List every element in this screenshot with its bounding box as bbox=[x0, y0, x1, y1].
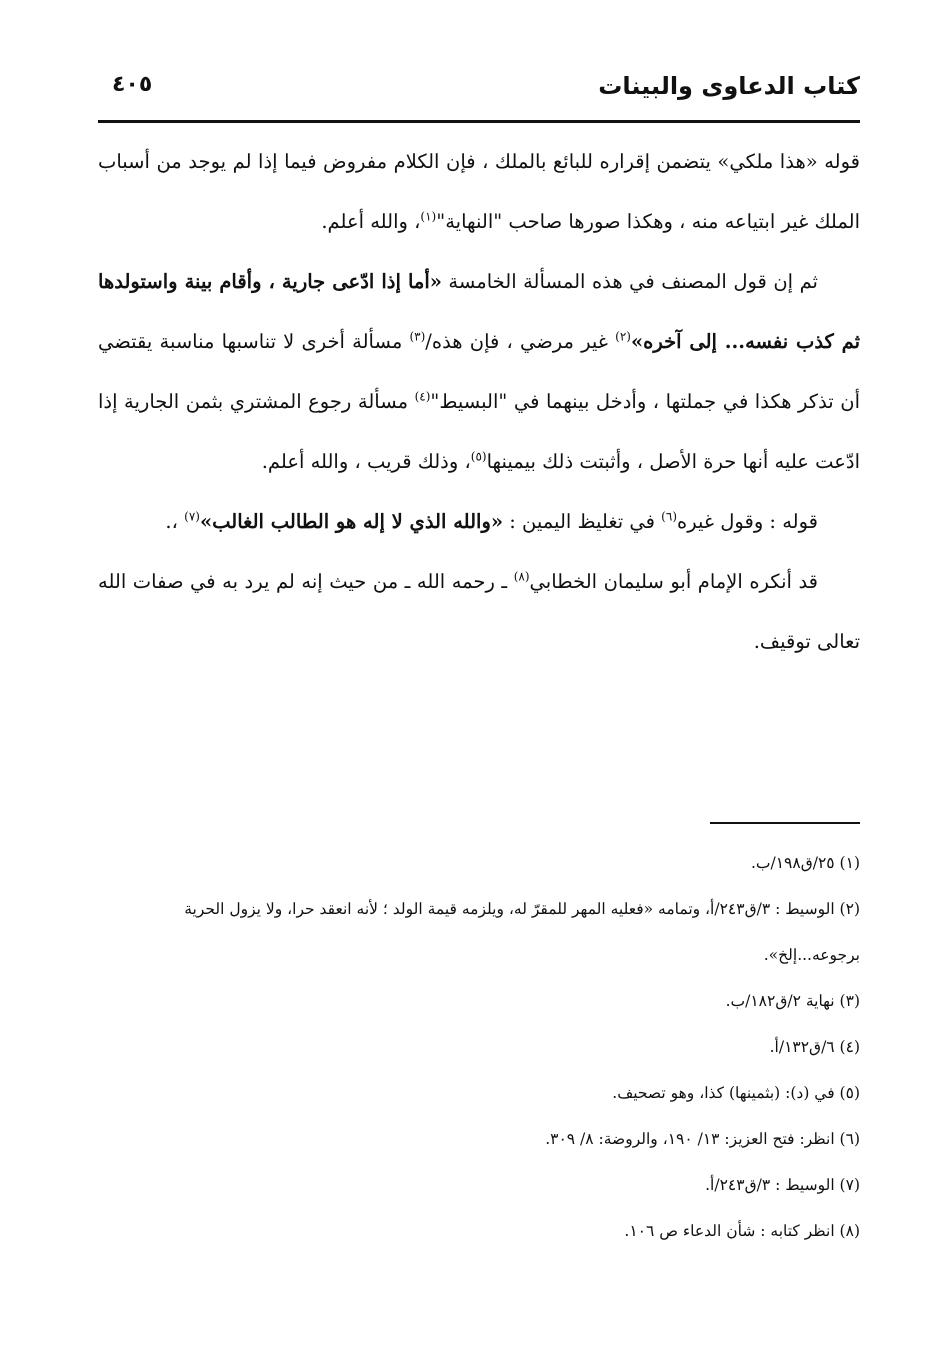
p3-text-1: قوله : وقول غيره bbox=[677, 510, 818, 533]
footnote-ref-3: (٣) bbox=[409, 329, 426, 344]
p2-text-3: مسألة أخرى لا تناسبها مناسبة يقتضي أن تذكر هكذا في جملتها ، وأدخل بينهما في "البسيط" bbox=[98, 330, 860, 413]
footnote-ref-2: (٢) bbox=[615, 329, 631, 344]
page-number: ٤٠٥ bbox=[112, 72, 153, 97]
footnote-7: (٧) الوسيط : ٣/ق٢٤٣/أ. bbox=[705, 1176, 860, 1194]
p4-text-2: ـ رحمه الله ـ من حيث إنه لم يرد به في صفات الله تعالى توقيف. bbox=[98, 570, 860, 653]
p4-text-1: قد أنكره الإمام أبو سليمان الخطابي bbox=[529, 570, 818, 593]
footnote-separator bbox=[710, 822, 860, 824]
page-header bbox=[98, 68, 860, 114]
p2-text-2: غير مرضي ، فإن هذه/ bbox=[425, 330, 616, 353]
paragraph-4 bbox=[98, 552, 860, 672]
running-title: كتاب الدعاوى والبينات bbox=[598, 72, 860, 100]
paragraph-3 bbox=[98, 492, 860, 552]
footnote-ref-5: (٥) bbox=[470, 449, 487, 464]
paragraph-1 bbox=[98, 132, 860, 252]
footnote-ref-8: (٨) bbox=[513, 569, 530, 584]
footnote-8: (٨) انظر كتابه : شأن الدعاء ص ١٠٦. bbox=[624, 1222, 860, 1240]
p2-text-5: ، وذلك قريب ، والله أعلم. bbox=[261, 450, 471, 473]
p1-text-2: ، والله أعلم. bbox=[321, 210, 421, 233]
p3-text-3: ،. bbox=[165, 510, 185, 533]
p2-text-1: ثم إن قول المصنف في هذه المسألة الخامسة bbox=[441, 270, 818, 293]
footnote-ref-4: (٤) bbox=[414, 389, 431, 404]
footnote-1: (١) ٢٥/ق١٩٨/ب. bbox=[750, 854, 860, 872]
footnote-3: (٣) نهاية ٢/ق١٨٢/ب. bbox=[725, 992, 860, 1010]
p1-text-1: قوله «هذا ملكي» يتضمن إقراره للبائع بالملك ، فإن الكلام مفروض فيما إذا لم يوجد من أسباب الملك غير ابتياعه منه ، وهكذا صورها صاحب "النهاية" bbox=[98, 150, 860, 233]
p2-text-4: مسألة رجوع المشتري بثمن الجارية إذا ادّعت عليه أنها حرة الأصل ، وأثبتت ذلك بيمينها bbox=[98, 390, 860, 473]
footnotes bbox=[98, 840, 860, 1254]
footnote-ref-7: (٧) bbox=[184, 509, 200, 524]
p3-quote: «والله الذي لا إله هو الطالب الغالب» bbox=[199, 510, 504, 533]
header-rule bbox=[98, 120, 860, 123]
footnote-6: (٦) انظر: فتح العزيز: ١٣/ ١٩٠، والروضة: ٨/ ٣٠٩. bbox=[545, 1130, 860, 1148]
paragraph-2 bbox=[98, 252, 860, 492]
footnote-ref-6: (٦) bbox=[661, 509, 677, 524]
p2-quote: «أما إذا ادّعى جارية ، وأقام بينة واستولدها ثم كذب نفسه... إلى آخره» bbox=[98, 270, 860, 353]
footnote-4: (٤) ٦/ق١٣٢/أ. bbox=[769, 1038, 860, 1056]
footnote-5: (٥) في (د): (بثمينها) كذا، وهو تصحيف. bbox=[612, 1084, 860, 1102]
footnote-ref-1: (١) bbox=[420, 209, 437, 224]
footnote-2: (٢) الوسيط : ٣/ق٢٤٣/أ، وتمامه «فعليه المهر للمقرّ له، ويلزمه قيمة الولد ؛ لأنه انعقد حرا، ولا يزول الحرية برجوعه...إلخ». bbox=[184, 900, 860, 964]
p3-text-2: في تغليظ اليمين : bbox=[503, 510, 662, 533]
main-text bbox=[98, 132, 860, 672]
